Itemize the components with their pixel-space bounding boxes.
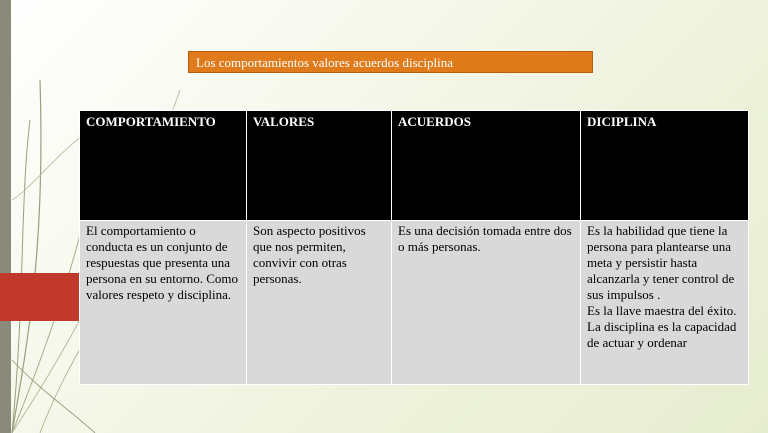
header-acuerdos: ACUERDOS: [392, 111, 581, 221]
red-accent-bar: [0, 273, 80, 321]
header-diciplina: DICIPLINA: [581, 111, 749, 221]
cell-acuerdos: Es una decisión tomada entre dos o más personas.: [392, 221, 581, 385]
cell-comportamiento: El comportamiento o conducta es un conjunto de respuestas que presenta una persona en su entorno. Como valores respeto y disciplina.: [80, 221, 247, 385]
cell-valores: Son aspecto positivos que nos permiten, convivir con otras personas.: [247, 221, 392, 385]
header-valores: VALORES: [247, 111, 392, 221]
concepts-table: [79, 110, 749, 385]
slide-title: Los comportamientos valores acuerdos disciplina: [188, 51, 593, 73]
table-header-row: [80, 111, 749, 221]
table-row: [80, 221, 749, 385]
cell-diciplina: Es la habilidad que tiene la persona para plantearse una meta y persistir hasta alcanzarla y tener control de sus impulsos . Es la llave maestra del éxito. La disciplina es la capacidad de actuar y ordenar: [581, 221, 749, 385]
header-comportamiento: COMPORTAMIENTO: [80, 111, 247, 221]
